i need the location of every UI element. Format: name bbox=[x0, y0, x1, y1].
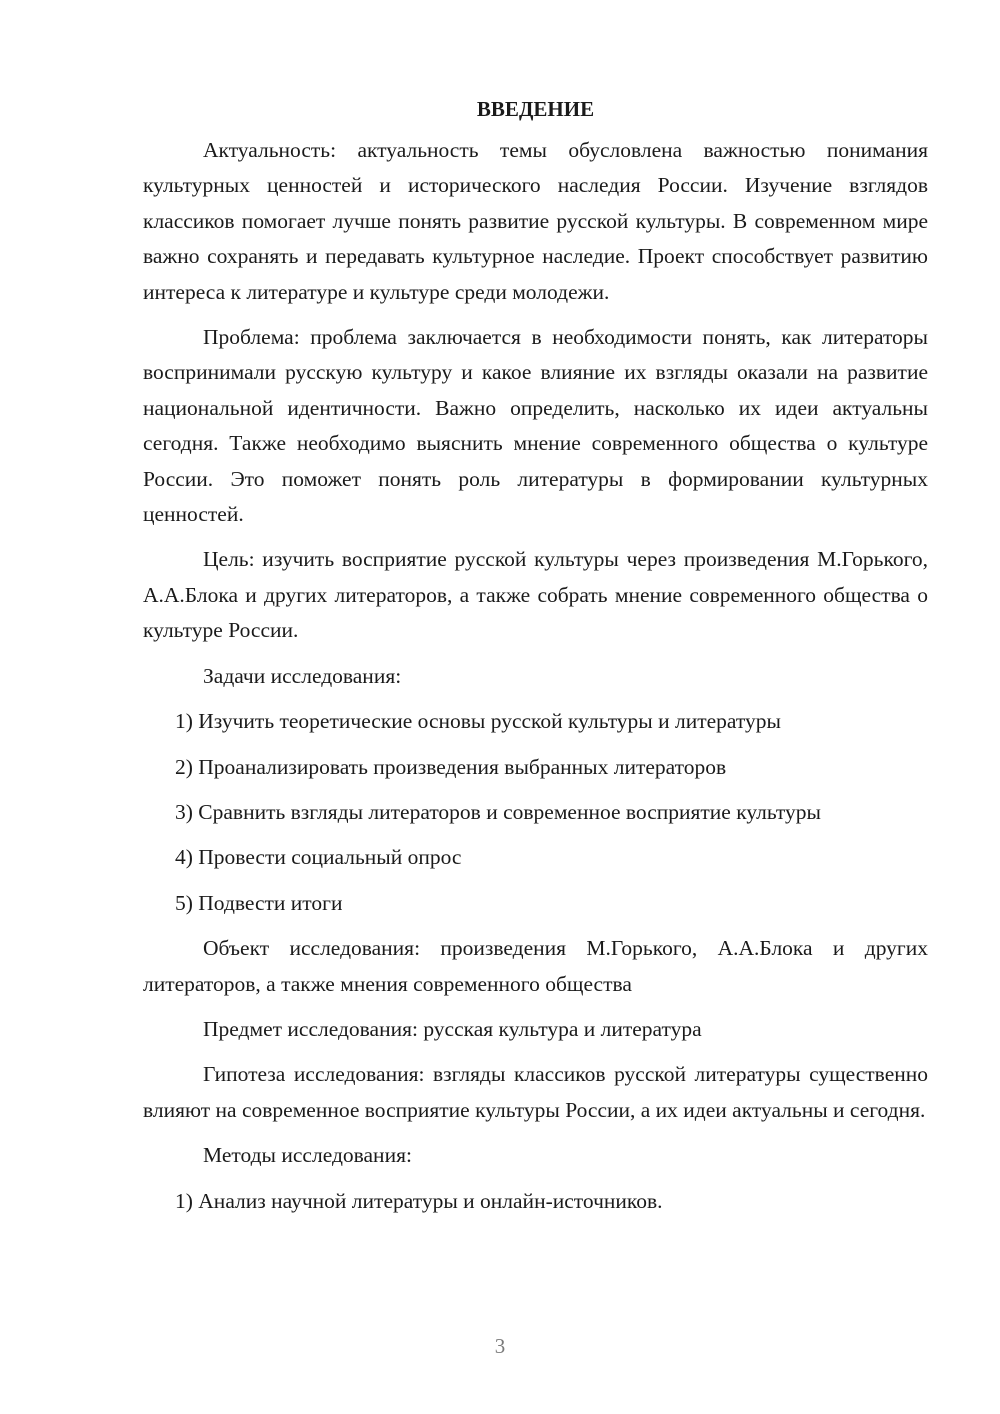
goal-paragraph: Цель: изучить восприятие русской культуры через произведения М.Горького, А.А.Блока и других литераторов, а также собрать мнение современного общества о культуре России. bbox=[143, 547, 928, 643]
task-item: 3) Сравнить взгляды литераторов и современное восприятие культуры bbox=[175, 799, 821, 824]
method-item: 1) Анализ научной литературы и онлайн-источников. bbox=[175, 1188, 663, 1213]
problem-paragraph: Проблема: проблема заключается в необходимости понять, как литераторы воспринимали русскую культуру и какое влияние их взгляды оказали на развитие национальной идентичности. Важно определить, насколько их идеи актуальны сегодня. Также необходимо выяснить мнение современного общества о культуре России. Это поможет понять роль литературы в формировании культурных ценностей. bbox=[143, 325, 928, 527]
page-number: 3 bbox=[494, 1334, 506, 1358]
relevance-paragraph: Актуальность: актуальность темы обусловлена важностью понимания культурных ценностей и исторического наследия России. Изучение взглядов классиков помогает лучше понять развитие русской культуры. В современном мире важно сохранять и передавать культурное наследие. Проект способствует развитию интереса к литературе и культуре среди молодежи. bbox=[143, 138, 928, 304]
task-item: 4) Провести социальный опрос bbox=[175, 845, 462, 870]
page-title: ВВЕДЕНИЕ bbox=[476, 97, 595, 121]
methods-heading: Методы исследования: bbox=[203, 1143, 412, 1168]
subject-paragraph: Предмет исследования: русская культура и литература bbox=[203, 1016, 702, 1041]
task-item: 1) Изучить теоретические основы русской культуры и литературы bbox=[175, 709, 781, 734]
object-paragraph: Объект исследования: произведения М.Горького, А.А.Блока и других литераторов, а также мнения современного общества bbox=[143, 936, 928, 996]
tasks-heading: Задачи исследования: bbox=[203, 663, 402, 688]
hypothesis-paragraph: Гипотеза исследования: взгляды классиков русской литературы существенно влияют на современное восприятие культуры России, а их идеи актуальны и сегодня. bbox=[143, 1062, 928, 1122]
task-item: 5) Подвести итоги bbox=[175, 890, 343, 915]
document-page bbox=[143, 92, 928, 1219]
task-item: 2) Проанализировать произведения выбранных литераторов bbox=[175, 754, 727, 779]
